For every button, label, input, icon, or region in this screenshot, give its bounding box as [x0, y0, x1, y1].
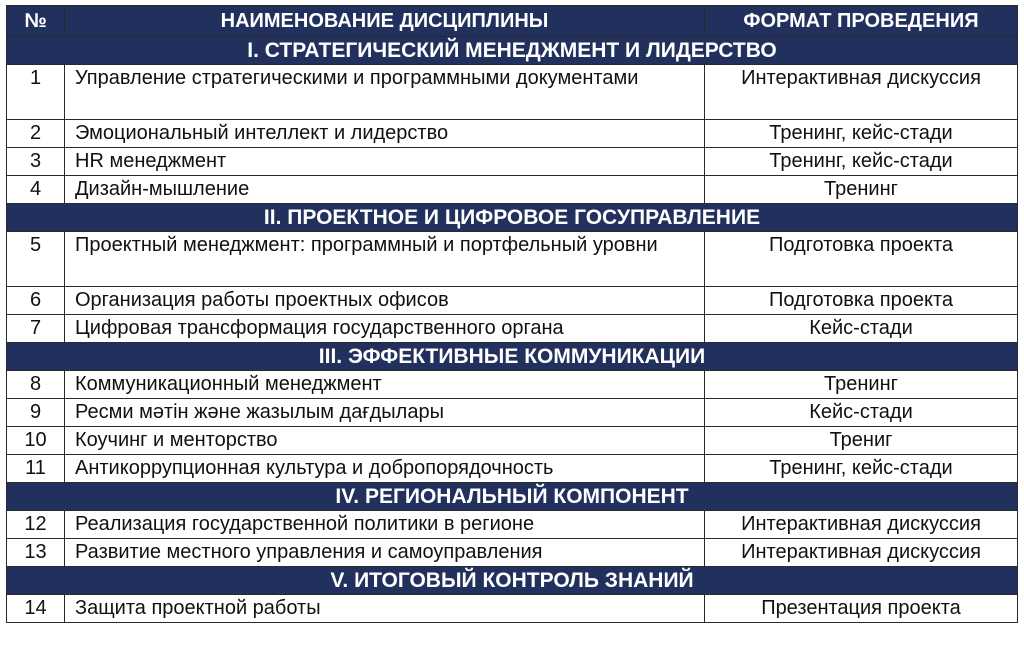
section-row-project-digital-governance — [7, 204, 1018, 232]
table-row — [7, 539, 1018, 567]
discipline-format: Кейс-стади — [705, 399, 1018, 427]
discipline-format: Подготовка проекта — [705, 232, 1018, 287]
discipline-format: Кейс-стади — [705, 315, 1018, 343]
discipline-name: Проектный менеджмент: программный и портфельный уровни — [65, 232, 705, 287]
header-format: ФОРМАТ ПРОВЕДЕНИЯ — [705, 6, 1018, 37]
row-number: 5 — [7, 232, 65, 287]
discipline-name: Развитие местного управления и самоуправления — [65, 539, 705, 567]
row-number: 7 — [7, 315, 65, 343]
table-row — [7, 371, 1018, 399]
discipline-name: Антикоррупционная культура и добропорядочность — [65, 455, 705, 483]
discipline-format: Трениг — [705, 427, 1018, 455]
discipline-format: Интерактивная дискуссия — [705, 65, 1018, 120]
discipline-name: Эмоциональный интеллект и лидерство — [65, 120, 705, 148]
header-number: № — [7, 6, 65, 37]
section-row-regional-component — [7, 483, 1018, 511]
row-number: 10 — [7, 427, 65, 455]
discipline-format: Тренинг, кейс-стади — [705, 120, 1018, 148]
table-row — [7, 595, 1018, 623]
table-header-row — [7, 6, 1018, 37]
discipline-name: Коммуникационный менеджмент — [65, 371, 705, 399]
row-number: 12 — [7, 511, 65, 539]
discipline-format: Тренинг — [705, 176, 1018, 204]
discipline-name: Дизайн-мышление — [65, 176, 705, 204]
table-row — [7, 399, 1018, 427]
section-title: IV. РЕГИОНАЛЬНЫЙ КОМПОНЕНТ — [7, 483, 1018, 511]
section-title: II. ПРОЕКТНОЕ И ЦИФРОВОЕ ГОСУПРАВЛЕНИЕ — [7, 204, 1018, 232]
row-number: 3 — [7, 148, 65, 176]
header-discipline-name: НАИМЕНОВАНИЕ ДИСЦИПЛИНЫ — [65, 6, 705, 37]
table-row — [7, 148, 1018, 176]
table-row — [7, 511, 1018, 539]
table-row — [7, 455, 1018, 483]
discipline-format: Подготовка проекта — [705, 287, 1018, 315]
table-row — [7, 427, 1018, 455]
row-number: 2 — [7, 120, 65, 148]
row-number: 8 — [7, 371, 65, 399]
discipline-format: Тренинг, кейс-стади — [705, 455, 1018, 483]
section-row-strategic-management — [7, 37, 1018, 65]
row-number: 14 — [7, 595, 65, 623]
row-number: 9 — [7, 399, 65, 427]
discipline-format: Презентация проекта — [705, 595, 1018, 623]
discipline-format: Интерактивная дискуссия — [705, 511, 1018, 539]
row-number: 4 — [7, 176, 65, 204]
section-title: I. СТРАТЕГИЧЕСКИЙ МЕНЕДЖМЕНТ И ЛИДЕРСТВО — [7, 37, 1018, 65]
discipline-name: HR менеджмент — [65, 148, 705, 176]
discipline-name: Реализация государственной политики в регионе — [65, 511, 705, 539]
row-number: 11 — [7, 455, 65, 483]
row-number: 1 — [7, 65, 65, 120]
section-row-final-assessment — [7, 567, 1018, 595]
section-title: III. ЭФФЕКТИВНЫЕ КОММУНИКАЦИИ — [7, 343, 1018, 371]
discipline-name: Ресми мәтін және жазылым дағдылары — [65, 399, 705, 427]
table-row — [7, 287, 1018, 315]
discipline-format: Интерактивная дискуссия — [705, 539, 1018, 567]
discipline-name: Цифровая трансформация государственного органа — [65, 315, 705, 343]
discipline-name: Коучинг и менторство — [65, 427, 705, 455]
section-title: V. ИТОГОВЫЙ КОНТРОЛЬ ЗНАНИЙ — [7, 567, 1018, 595]
curriculum-table-container — [6, 5, 1017, 623]
discipline-format: Тренинг, кейс-стади — [705, 148, 1018, 176]
discipline-name: Управление стратегическими и программными документами — [65, 65, 705, 120]
table-row — [7, 65, 1018, 120]
row-number: 13 — [7, 539, 65, 567]
section-row-effective-communications — [7, 343, 1018, 371]
curriculum-table — [6, 5, 1018, 623]
table-row — [7, 315, 1018, 343]
table-row — [7, 176, 1018, 204]
row-number: 6 — [7, 287, 65, 315]
discipline-name: Организация работы проектных офисов — [65, 287, 705, 315]
table-row — [7, 120, 1018, 148]
discipline-format: Тренинг — [705, 371, 1018, 399]
table-row — [7, 232, 1018, 287]
discipline-name: Защита проектной работы — [65, 595, 705, 623]
